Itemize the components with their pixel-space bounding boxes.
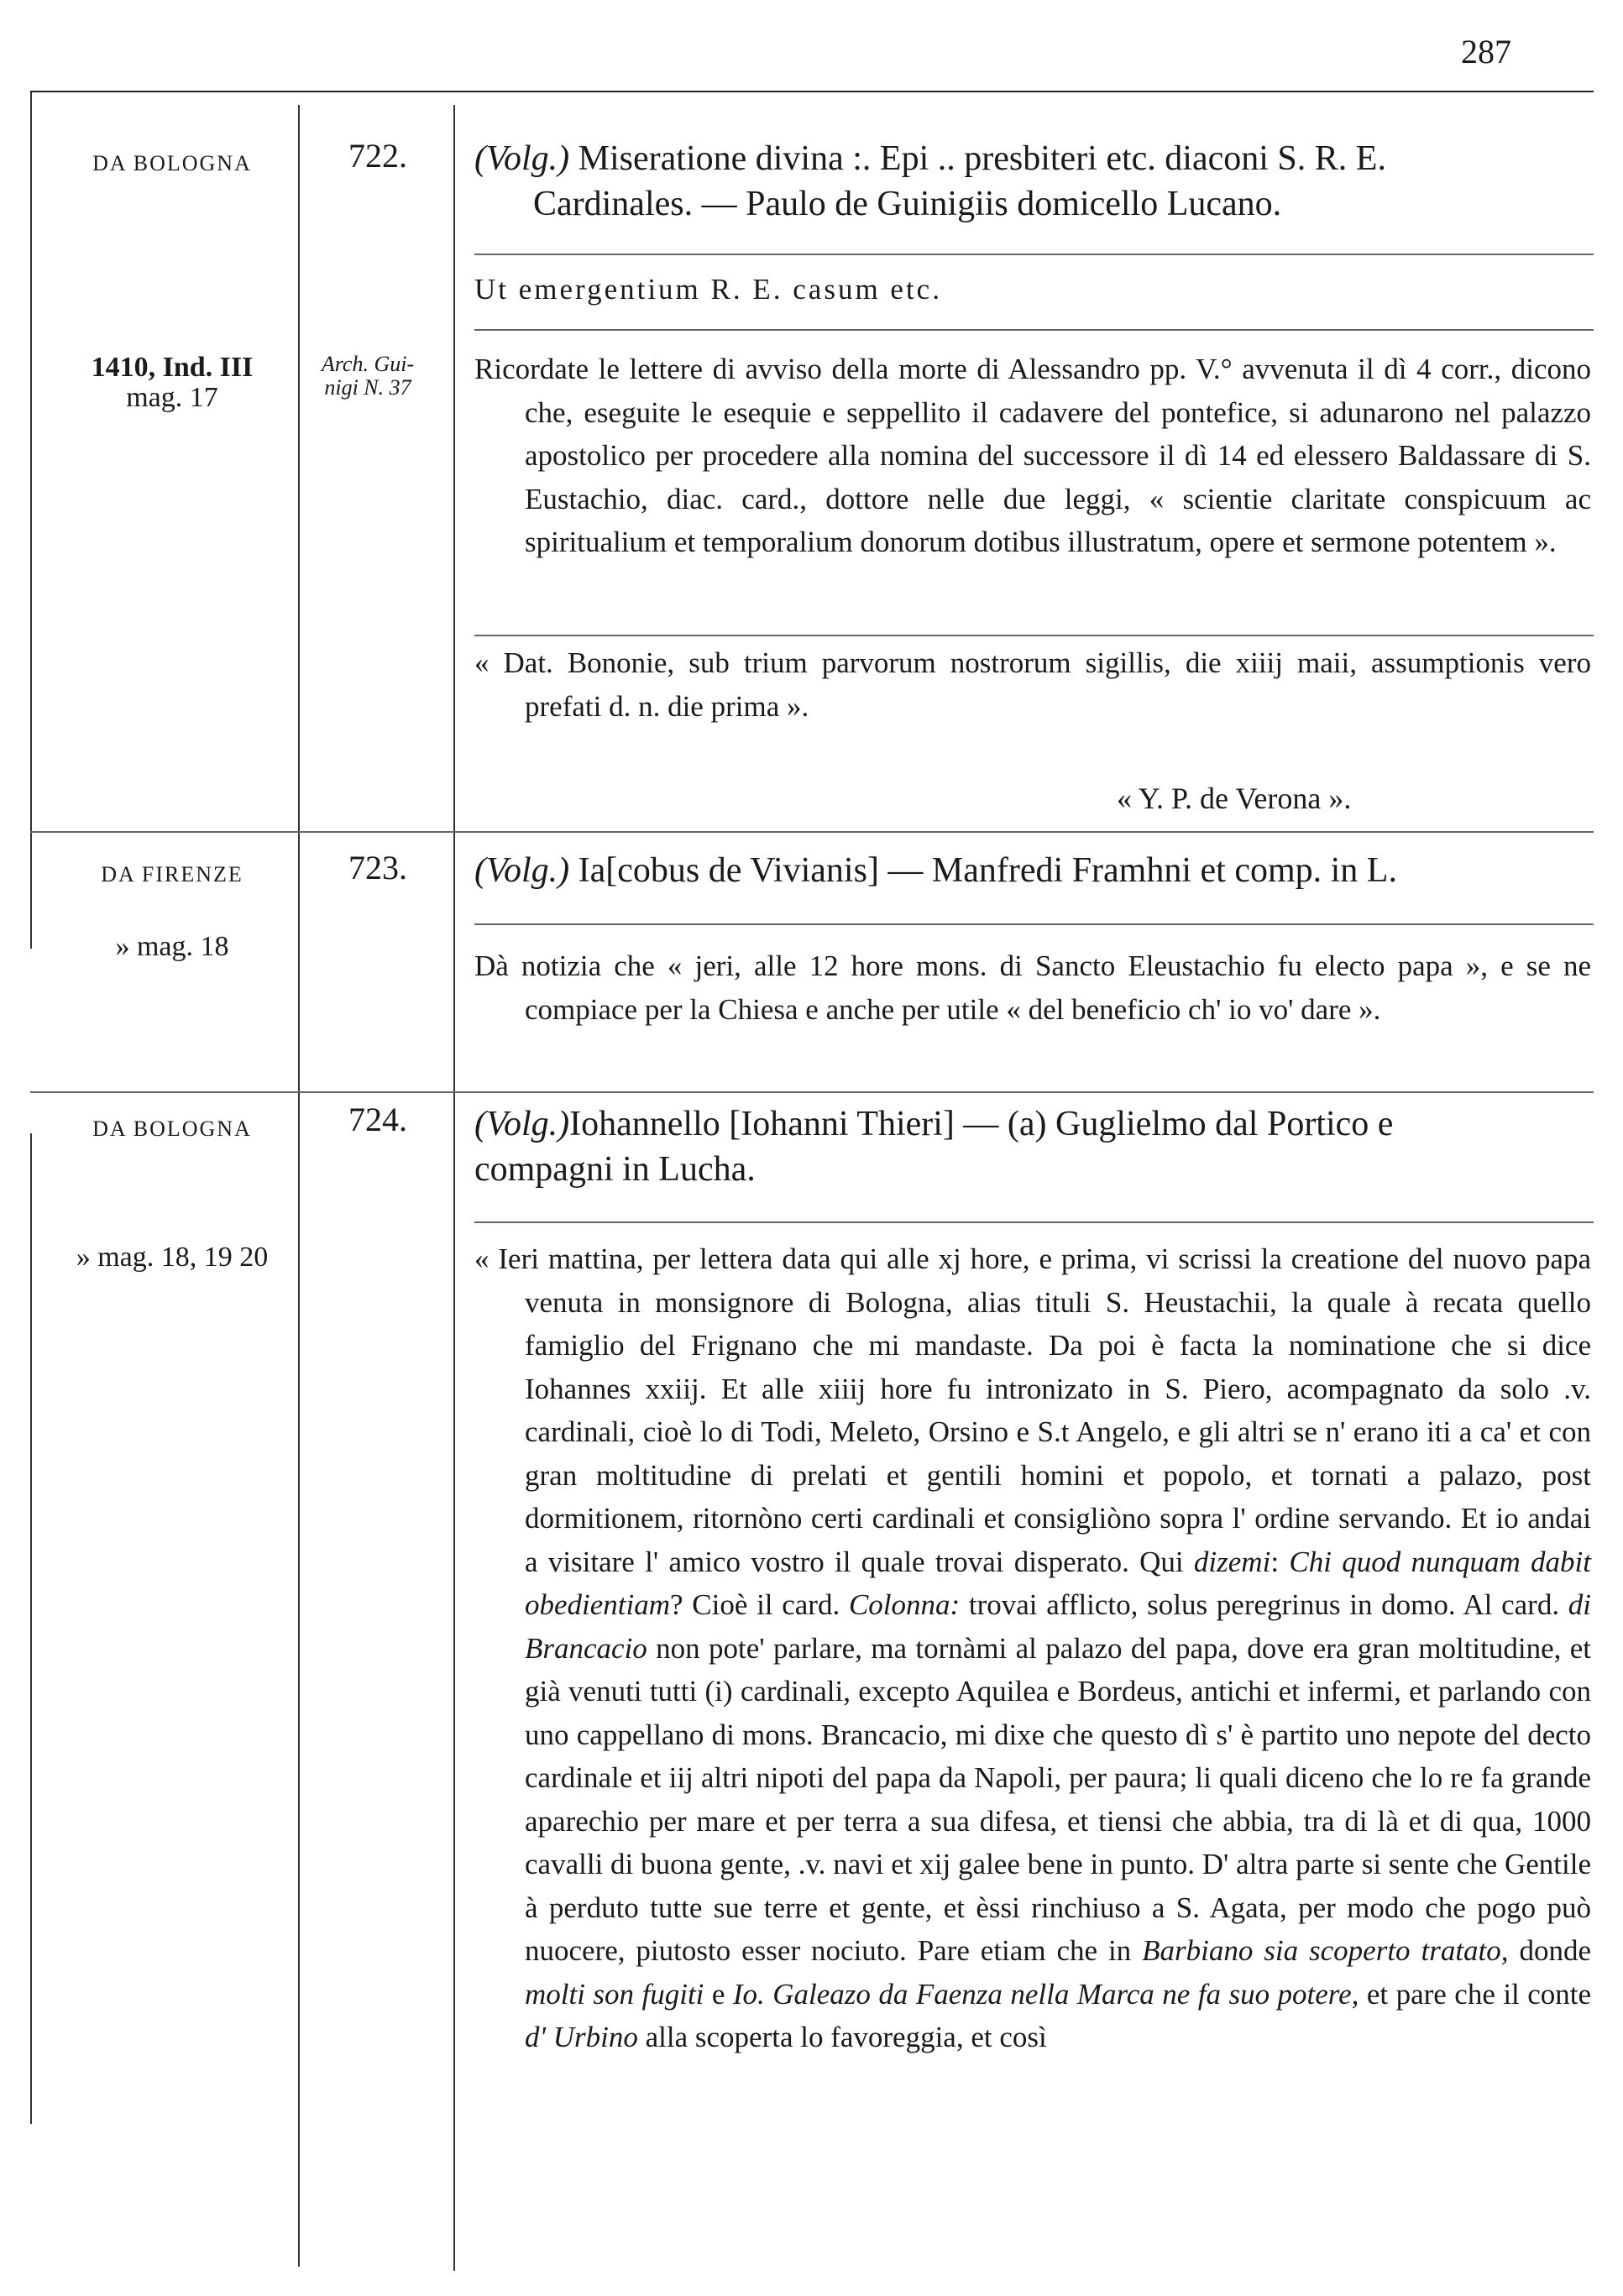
entry-heading <box>474 1101 1591 1192</box>
column-divider-right <box>453 105 455 2271</box>
body-text: alla scoperta lo favoreggia, et così <box>645 2021 1047 2053</box>
section-rule <box>30 1091 1594 1093</box>
entry-source-line1: Arch. Gui- <box>321 352 415 376</box>
entry-source-line2: nigi N. 37 <box>324 375 411 400</box>
entry-summary: Dà notizia che « jeri, alle 12 hore mons. di Sancto Eleustachio fu electo papa », e se ne compiace per la Chiesa e anche per utile « del beneficio ch' io vo' dare ». <box>474 949 1591 1026</box>
body-italic: Colonna: <box>848 1588 961 1621</box>
entry-number: 723. <box>348 849 407 886</box>
heading-line2: compagni in Lucha. <box>474 1150 756 1189</box>
heading-line2: Cardinales. — Paulo de Guinigiis domicello Lucano. <box>533 185 1282 223</box>
column-divider-left-lower <box>30 1133 32 2124</box>
entry-date: » mag. 18, 19 20 <box>76 1242 269 1273</box>
body-text: donde <box>1519 1934 1591 1967</box>
entry-incipit: Ut emergentium R. E. casum etc. <box>474 273 942 306</box>
entry-source <box>301 353 435 400</box>
entry-heading <box>474 136 1591 227</box>
entry-divider <box>474 923 1594 925</box>
body-text: e <box>711 1977 725 2011</box>
entry-date-day: mag. 17 <box>126 382 218 413</box>
heading-lead: (Volg.) <box>474 851 570 890</box>
body-text: : <box>1270 1545 1280 1578</box>
entry-signature: « Y. P. de Verona ». <box>1117 782 1352 815</box>
body-italic: molti son fugiti <box>525 1977 704 2011</box>
entry-divider <box>474 1221 1594 1223</box>
entry-closing: « Dat. Bononie, sub trium parvorum nostrorum sigillis, die xiiij maii, assumptionis vero prefati d. n. die prima ». <box>474 646 1591 723</box>
entry-place: DA BOLOGNA <box>92 151 252 175</box>
body-italic: dizemi <box>1193 1545 1271 1578</box>
body-text: ? Cioè il card. <box>670 1588 840 1621</box>
entry-date: » mag. 18 <box>115 931 229 962</box>
body-italic: Chi quod nunquam dabit obedientiam <box>525 1545 1592 1621</box>
entry-date <box>59 353 285 413</box>
page-number: 287 <box>1461 33 1511 71</box>
column-divider-left <box>30 92 32 949</box>
body-italic: di Brancacio <box>525 1588 1592 1665</box>
body-italic: d' Urbino <box>525 2021 638 2053</box>
entry-date-year: 1410, Ind. III <box>91 352 254 383</box>
heading-lead: (Volg.) <box>474 139 570 178</box>
entry-divider <box>474 635 1594 636</box>
heading-line1: Iohannello [Iohanni Thieri] — (a) Guglielmo dal Portico e <box>569 1105 1394 1143</box>
entry-place: DA FIRENZE <box>101 862 243 886</box>
section-rule <box>30 831 1594 833</box>
entry-number: 722. <box>348 137 407 175</box>
entry-summary: Ricordate le lettere di avviso della morte di Alessandro pp. V.° avvenuta il dì 4 corr., dicono che, eseguite le esequie e seppellito il cadavere del pontefice, si adunarono nel palazzo apostolico per procedere alla nomina del successore il dì 14 ed elessero Baldassare di S. Eustachio, diac. card., dottore nelle due leggi, « scientie claritate conspicuum ac spiritualium et temporalium donorum dotibus illustratum, opere et sermone potentem ». <box>474 353 1591 558</box>
body-italic: Barbiano sia scoperto tratato, <box>1142 1934 1509 1967</box>
body-text: « Ieri mattina, per lettera data qui alle xj hore, e prima, vi scrissi la creatione del nuovo papa venuta in monsignore di Bologna, alias tituli S. Heustachii, la quale à recata quello famiglio del Frignano che mi mandaste. Da poi è facta la nominatione che si dice Iohannes xxiij. Et alle xiiij hore fu intronizato in S. Piero, acompagnato da solo .v. cardinali, cioè lo di Todi, Meleto, Orsino e S.t Angelo, e gli altri se n' erano iti a ca' et con gran moltitudine di prelati et gentili homini et popolo, et tornati a palazo, post dormitionem, ritornòno certi cardinali et consigliòno sopra l' ordine servando. Et io andai a visitare l' amico vostro il quale trovai disperato. Qui <box>474 1242 1591 1578</box>
body-text: non pote' parlare, ma tornàmi al palazo del papa, dove era gran moltitudine, et già venuti tutti (i) cardinali, excepto Aquilea e Bordeus, antichi et infermi, et parlando con uno cappellano di mons. Brancacio, mi dixe che questo dì s' è partito uno nepote del decto cardinale et iij altri nipoti del papa da Napoli, per paura; li quali diceno che lo re fa grande aparechio per mare et per terra a sua difesa, et tiensi che abbia, tra di là et di qua, 1000 cavalli di buona gente, .v. navi et xij galee bene in punto. D' altra parte si sente che Gentile à perduto tutte sue terre et gente, et èssi rinchiuso a S. Agata, per modo che pogo può nuocere, piutosto esser nociuto. Pare etiam che in <box>525 1631 1592 1967</box>
heading-line1: Ia[cobus de Vivianis] — Manfredi Framhni et comp. in L. <box>569 851 1397 890</box>
entry-heading <box>474 848 1591 893</box>
top-rule <box>30 91 1594 92</box>
entry-divider <box>474 254 1594 255</box>
body-text: trovai afflicto, solus peregrinus in domo. Al card. <box>968 1588 1560 1621</box>
body-text: et pare che il conte <box>1366 1977 1592 2011</box>
heading-line1: Miseratione divina :. Epi .. presbiteri etc. diaconi S. R. E. <box>569 139 1386 178</box>
entry-place: DA BOLOGNA <box>92 1117 252 1141</box>
entry-letter-body <box>474 1237 1591 2059</box>
entry-number: 724. <box>348 1101 407 1138</box>
heading-lead: (Volg.) <box>474 1105 570 1143</box>
entry-divider <box>474 329 1594 331</box>
column-divider-middle <box>298 105 300 2267</box>
body-italic: Io. Galeazo da Faenza nella Marca ne fa suo potere, <box>732 1977 1359 2011</box>
